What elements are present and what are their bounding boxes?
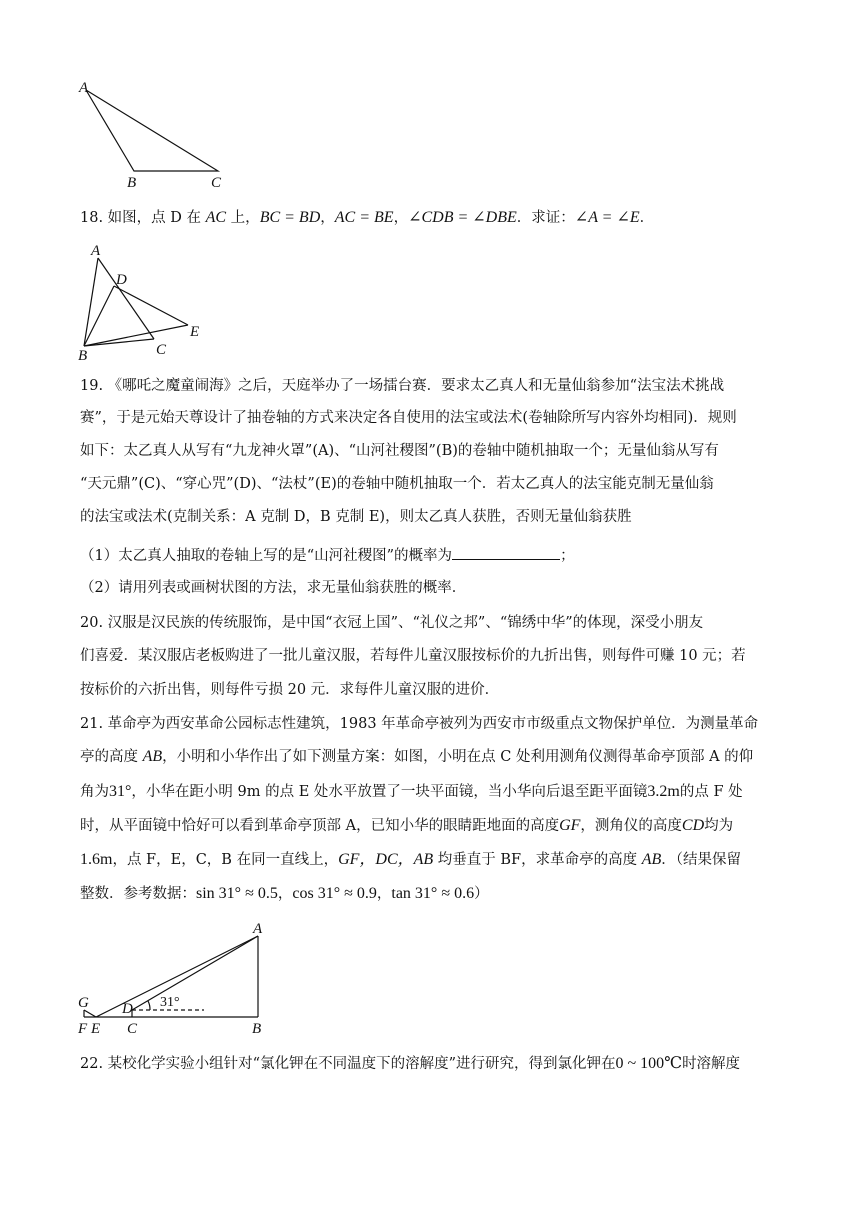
q19-line-5: 的法宝或法术(克制关系：A 克制 D，B 克制 E)，则太乙真人获胜，否则无量仙翁获胜 xyxy=(80,509,632,525)
label-angle: 31° xyxy=(160,995,180,1010)
label-f: F xyxy=(78,1021,88,1036)
label-a: A xyxy=(91,243,101,259)
q18-line-1: 18. 如图，点 D 在 AC 上，BC = BD，AC = BE，∠CDB = ∠DBE．求证：∠A = ∠E． xyxy=(80,209,655,226)
ray-ge xyxy=(84,1010,96,1017)
q21-line-3: 角为31°，小华在距小明 9m 的点 E 处水平放置了一块平面镜，当小华向后退至距平面镜3.2m的点 F 处 xyxy=(80,783,743,800)
q19-line-7: （2）请用列表或画树状图的方法，求无量仙翁获胜的概率． xyxy=(80,580,467,596)
label-d: D xyxy=(122,1001,133,1017)
figure-q21 xyxy=(72,916,282,1036)
q21-line-1: 21. 革命亭为西安革命公园标志性建筑，1983 年革命亭被列为西安市市级重点文物保护单位．为测量革命 xyxy=(80,716,759,732)
figure-q18 xyxy=(72,238,212,362)
q19-line-1: 19. 《哪吒之魔童闹海》之后，天庭举办了一场擂台赛．要求太乙真人和无量仙翁参加“法宝法术挑战 xyxy=(80,378,725,394)
label-e: E xyxy=(91,1021,101,1036)
segment-de xyxy=(114,286,188,325)
label-b: B xyxy=(78,348,88,362)
ray-da xyxy=(132,936,258,1010)
label-c: C xyxy=(211,175,222,191)
triangle-abc xyxy=(86,90,218,171)
q21-figure-svg xyxy=(72,916,282,1036)
segment-ac xyxy=(98,258,154,339)
label-b: B xyxy=(252,1021,262,1036)
q19-line-6: （1）太乙真人抽取的卷轴上写的是“山河社稷图”的概率为 ； xyxy=(80,545,800,566)
answer-blank xyxy=(452,545,560,560)
triangle-abc-svg xyxy=(70,74,240,192)
segment-bc xyxy=(84,339,154,346)
q21-line-2: 亭的高度 AB，小明和小华作出了如下测量方案：如图，小明在点 C 处利用测角仪测得革命亭顶部 A 的仰 xyxy=(80,748,754,765)
label-a: A xyxy=(253,921,263,937)
label-d: D xyxy=(116,272,127,288)
angle-arc xyxy=(148,1001,150,1010)
q19-line-2: 赛”，于是元始天尊设计了抽卷轴的方式来决定各自使用的法宝或法术(卷轴除所写内容外均相同)．规则 xyxy=(80,410,737,426)
q18-figure-svg xyxy=(72,238,212,362)
q21-line-4: 时，从平面镜中恰好可以看到革命亭顶部 A，已知小华的眼睛距地面的高度GF，测角仪的高度CD均为 xyxy=(80,817,734,834)
label-c: C xyxy=(156,342,167,358)
q22-line-1: 22. 某校化学实验小组针对“氯化钾在不同温度下的溶解度”进行研究，得到氯化钾在0 ~ 100℃时溶解度 xyxy=(80,1055,741,1072)
q20-line-2: 们喜爱．某汉服店老板购进了一批儿童汉服，若每件儿童汉服按标价的九折出售，则每件可赚 10 元；若 xyxy=(80,648,746,664)
q20-line-1: 20. 汉服是汉民族的传统服饰，是中国“衣冠上国”、“礼仪之邦”、“锦绣中华”的体现，深受小朋友 xyxy=(80,615,704,631)
q19-line-3: 如下：太乙真人从写有“九龙神火罩”(A)、“山河社稷图”(B)的卷轴中随机抽取一个；无量仙翁从写有 xyxy=(80,443,719,459)
q21-line-5: 1.6m，点 F，E，C，B 在同一直线上，GF，DC，AB 均垂直于 BF，求革命亭的高度 AB．（结果保留 xyxy=(80,851,742,868)
q20-line-3: 按标价的六折出售，则每件亏损 20 元．求每件儿童汉服的进价． xyxy=(80,682,500,698)
label-g: G xyxy=(78,995,89,1011)
figure-q17-triangle xyxy=(70,74,240,192)
q19-line-4: “天元鼎”(C)、“穿心咒”(D)、“法杖”(E)的卷轴中随机抽取一个．若太乙真人的法宝能克制无量仙翁 xyxy=(80,476,714,492)
label-b: B xyxy=(127,175,137,191)
label-e: E xyxy=(190,324,200,340)
segment-be xyxy=(84,325,188,346)
label-a: A xyxy=(79,80,89,96)
q21-line-6: 整数．参考数据：sin 31° ≈ 0.5，cos 31° ≈ 0.9，tan 31° ≈ 0.6） xyxy=(80,885,489,902)
label-c: C xyxy=(127,1021,138,1036)
